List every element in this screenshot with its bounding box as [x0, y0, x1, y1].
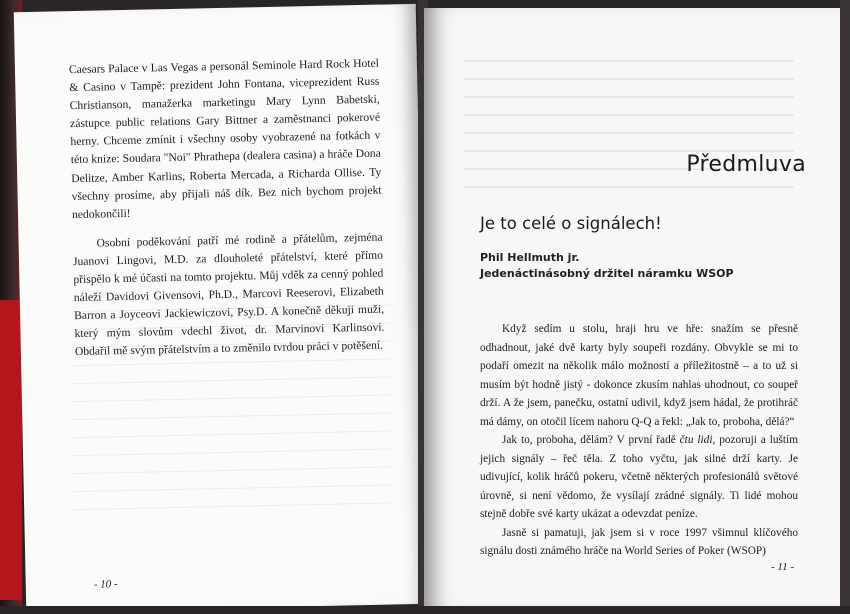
author-byline	[480, 250, 734, 282]
left-paragraph-2: Osobní poděkování patří mé rodině a přátelům, zejména Juanovi Lingovi, M.D. za dlouholeté přátelství, které přímo přispělo k mé účasti na tomto projektu. Můj vděk za cenný pohled náleží Davidovi Givensovi, Ph.D., Marcovi Reeserovi, Elizabeth Barron a Joyceovi Jackiewiczovi, Psy.D. A konečně děkuji muži, který mým slovům vdechl život, dr. Marvinovi Karlinsovi. Obdařil mě svým přátelstvím a to změnilo tvrdou práci v potěšení.	[72, 230, 385, 359]
author-name: Phil Hellmuth jr.	[480, 251, 580, 264]
author-title: Jedenáctinásobný držitel náramku WSOP	[480, 267, 734, 280]
scan-edge-right	[840, 0, 850, 614]
paragraph-2-lead: Jak to, proboha, dělám? V první řadě	[502, 434, 680, 446]
show-through-text	[464, 60, 794, 200]
right-paragraph-3: Jasně si pamatuji, jak jsem si v roce 1997 všimnul klíčového signálu dosti známého hráče na World Series of Poker (WSOP)	[480, 526, 798, 557]
red-cover-edge	[0, 300, 22, 600]
right-paragraph-1: Když sedím u stolu, hraji hru ve hře: snažím se přesně odhadnout, jaké dvě karty byly soupeři rozdány. Obvykle se mi to podaří omezit na několik málo možností a příležitostně – a to už si musím být hodně jistý - dokonce zkusím nahlas uhodnout, co soupeř drží. A že jsem, panečku, ostatní udivil, když jsem hádal, že protihráč má dámy, on otočil lícem nahoru Q-Q a řekl: „Jak to, proboha, dělá?“	[480, 323, 798, 428]
section-title: Je to celé o signálech!	[480, 214, 662, 233]
show-through-text	[70, 304, 395, 561]
page-number-right: - 11 -	[770, 561, 794, 573]
right-page-body	[480, 320, 798, 561]
chapter-title: Předmluva	[686, 152, 806, 177]
paragraph-2-emphasis: čtu lidi	[679, 434, 713, 446]
right-page	[424, 8, 842, 608]
left-page	[14, 4, 428, 612]
paragraph-2-rest: , pozoruji a luštím jejich signály – řeč těla. Z toho vyčtu, jak silné drží karty. Je udivující, kolik hráčů pokeru, včetně některých profesionálů světové úrovně, si není vědomo, že vysílají zrádné signály. Ti lidé mohou stejně dobře své karty ukázat a odevzdat peníze.	[480, 434, 798, 520]
page-number-left: - 10 -	[93, 578, 118, 591]
right-paragraph-2	[480, 431, 798, 524]
scan-edge-bottom	[0, 606, 850, 614]
left-paragraph-1: Caesars Palace v Las Vegas a personál Seminole Hard Rock Hotel & Casino v Tampě: prezident John Fontana, viceprezident Russ Christianson, manažerka marketingu Mary Lynn Babetski, zástupce public relations Gary Bittner a zaměstnanci pokerové herny. Chceme zmínit i všechny osoby vyobrazené na fotkách v této knize: Soudara "Noi" Phrathepa (dealera casina) a hráče Dona Delitze, Amber Karlins, Roberta Mercada, a Richarda Ollise. Ty všechny prosíme, aby přijali náš dík. Bez nich bychom projekt nedokončili!	[68, 56, 382, 221]
